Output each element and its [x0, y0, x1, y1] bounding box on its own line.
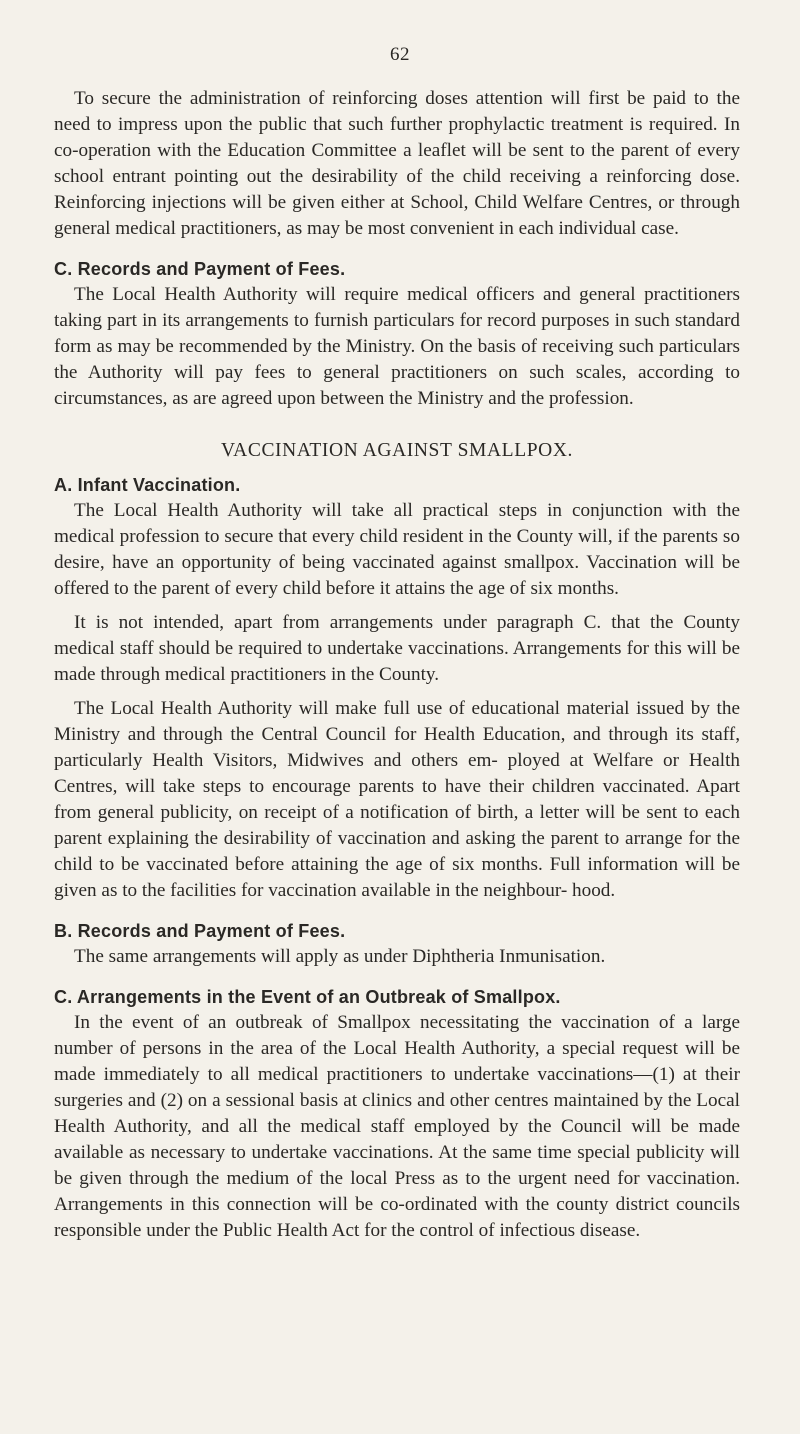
section-b-paragraph: The same arrangements will apply as under Diphtheria Inmunisation.: [74, 946, 606, 967]
section-a-paragraph-2: It is not intended, apart from arrangements under paragraph C. that the County medical staff should be required to undertake vaccinations. Arrangements for this will be made through medical practitioners in the County.: [54, 612, 740, 685]
section-a-paragraph-1: The Local Health Authority will take all practical steps in conjunction with the medical profession to secure that every child resident in the County will, if the parents so desire, have an opportunity of being vaccinated against smallpox. Vaccination will be offered to the parent of every child before it attains the age of six months.: [54, 500, 740, 599]
section-a-paragraph-3: The Local Health Authority will make full use of educational material issued by the Ministry and through the Central Council for Health Education, and through its staff, particularly Health Visitors, Midwives and others em- ployed at Welfare or Health Centres, will take steps to encourage parents to have their children vaccinated. Apart from general publicity, on receipt of a notification of birth, a letter will be sent to each parent explaining the desirability of vaccination and asking the parent to arrange for the child to be vaccinated before attaining the age of six months. Full information will be given as to the facilities for vaccination available in the neighbour- hood.: [54, 698, 740, 901]
section-c-outbreak-heading: C. Arrangements in the Event of an Outbreak of Smallpox.: [54, 987, 561, 1007]
section-b-heading: B. Records and Payment of Fees.: [54, 921, 346, 941]
section-c-records-paragraph: The Local Health Authority will require medical officers and general practitioners taking part in its arrangements to furnish particulars for record purposes in such standard form as may be recommended by the Ministry. On the basis of receiving such particulars the Authority will pay fees to general practitioners on such scales, according to circumstances, as are agreed upon between the Ministry and the profession.: [54, 284, 740, 409]
page-number: 62: [390, 44, 410, 65]
main-title: VACCINATION AGAINST SMALLPOX.: [220, 440, 573, 461]
section-c-records-heading: C. Records and Payment of Fees.: [54, 259, 346, 279]
document-body: [54, 86, 740, 1244]
section-a-heading: A. Infant Vaccination.: [54, 475, 241, 495]
section-c-outbreak-paragraph: In the event of an outbreak of Smallpox necessitating the vaccination of a large number of persons in the area of the Local Health Authority, a special request will be made immediately to all medical practitioners to undertake vaccinations—(1) at their surgeries and (2) on a sessional basis at clinics and other centres maintained by the Local Health Authority, and all the medical staff employed by the Council will be made available as necessary to undertake vaccinations. At the same time special publicity will be given through the medium of the local Press as to the urgent need for vaccination. Arrangements in this connection will be co-ordinated with the county district councils responsible under the Public Health Act for the control of infectious disease.: [54, 1012, 740, 1241]
intro-paragraph: To secure the administration of reinforcing doses attention will first be paid to the need to impress upon the public that such further prophylactic treatment is required. In co-operation with the Education Committee a leaflet will be sent to the parent of every school entrant pointing out the desirability of the child receiving a reinforcing dose. Reinforcing injections will be given either at School, Child Welfare Centres, or through general medical practitioners, as may be most convenient in each individual case.: [54, 88, 740, 239]
